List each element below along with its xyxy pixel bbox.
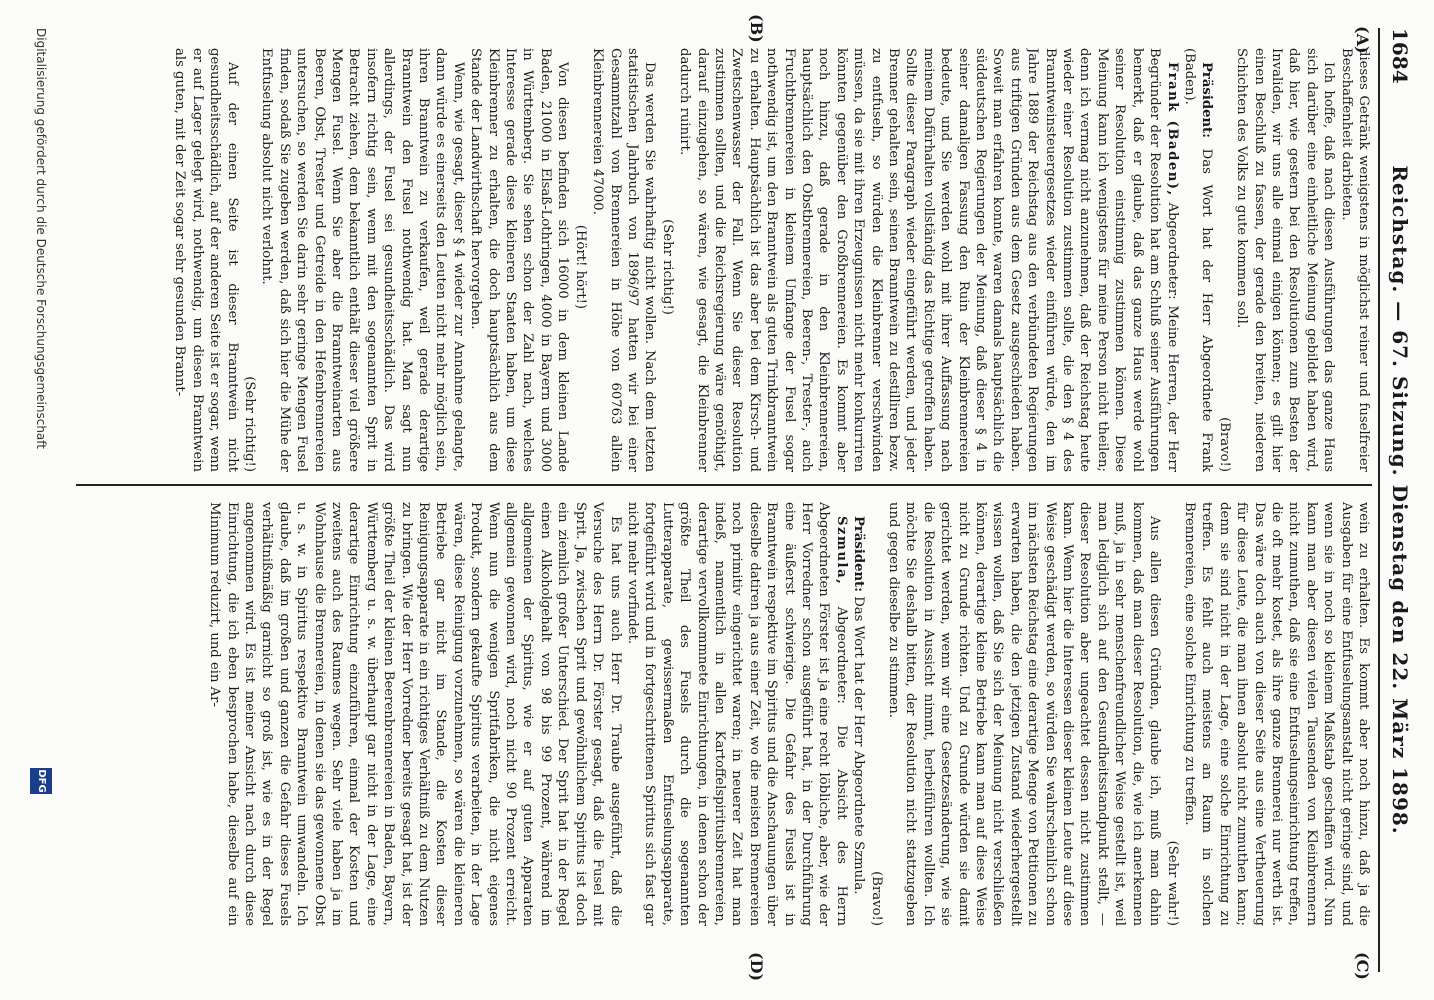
margin-marker-a: (A)	[1353, 26, 1372, 54]
dfg-logo: DFG	[30, 768, 52, 794]
column-divider	[76, 484, 1372, 486]
paragraph: Es hat uns auch Herr Dr. Traube ausgeführt, daß die Versuche des Herrn Dr. Förster gesagt, daß die Fusel mit Sprit. Ja, zwischen Sprit und gewöhnlichem Spiritus ist doch ein ziemlich großer Unterschied. Der Sprit hat in der Regel einen Alkoholgehalt von 98 bis 99 Prozent, während im allgemeinen der Spiritus, wie er auf guten Apparaten allgemein gewonnen wird, noch nicht 90 Prozent erreicht. Wenn nun die wenigen Spritfabriken, die nicht eigenes Produkt, sondern gekaufte Spiritus verarbeiten, in der Lage wären, diese Reinigung vorzunehmen, so wären die kleineren Betriebe gar nicht im Stande, die Kosten dieser Reinigungsapparate in ein richtiges Verhältniß zu dem Nutzen zu bringen. Wie der Herr Vorredner bereits gesagt hat, ist der größte Theil der kleinen Beerenbrennereien in Baden, Bayern, Württemberg u. s. w. überhaupt gar nicht in der Lage, eine derartige Einrichtung einzuführen, einmal der Kosten und zweitens auch des Raumes wegen. Sehr viele haben ja im Wohnhause die Brennereien, in denen sie das gewonnene Obst u. s. w. in Spiritus respektive Branntwein umwandeln. Ich glaube, daß im großen und ganzen die Gefahr dieses Fusels verhältnißmäßig garnicht so groß ist, wie es in der Regel angenommen wird. Es ist meiner Ansicht nach durch diese Einrichtung, die ich eben besprochen habe, dieselbe auf ein Minimum reduzirt, und ein Ar-	[207, 502, 623, 926]
paragraph-text: Das Wort hat der Herr Abgeordnete Frank (Baden).	[1181, 48, 1215, 472]
margin-marker-b: (B)	[747, 14, 766, 43]
paragraph: Wenn, wie gesagt, dieser § 4 wieder zur Annahme gelangte, dann würde es einerseits den Leuten nicht mehr möglich sein, ihren Branntwein zu verkaufen, weil gerade derartige Branntwein den Fusel nothwendig hat. Man sagt nun allerdings, der Fusel sei gesundheitsschädlich. Das wird insofern richtig sein, wenn mit den sogenannten Sprit in Betracht ziehen, dem bekanntlich enthält dieser viel größere Mengen Fusel. Wenn Sie aber die Branntweinarten aus Beeren, Obst, Trester und Getreide in den Hefenbrennereien untersuchen, so werden Sie darin sehr geringe Mengen Fusel finden, sodaß Sie zugeben werden, daß sich hier die Mühe der Entfuselung absolut nicht verlohnt.	[259, 48, 466, 472]
speaker-paragraph	[850, 502, 867, 926]
paragraph-text: Das Wort hat der Herr Abgeordnete Szmula.	[851, 592, 867, 895]
speaker-paragraph	[676, 48, 1181, 472]
interjection: (Sehr richtig!)	[242, 376, 257, 472]
interjection: (Bravo!)	[868, 871, 884, 926]
page-header	[1378, 28, 1416, 972]
paragraph: wein zu erhalten. Es kommt aber noch hinzu, daß ja die Ausgaben für eine Entfuselungsanstalt nicht geringe sind, und wenn sie in noch so kleinem Maßstab geschaffen wird. Nun kann man aber diesen vielen Tausenden von Kleinbrennern nicht zumuthen, daß sie eine Entfuselungseinrichtung treffen, die oft mehr kostet, als ihre ganze Brennerei nur werth ist. Das wäre doch auch von dieser Seite aus eine Vertheuerung für diese Leute, die man ihnen absolut nicht zumuthen kann; denn sie sind nicht in der Lage, eine solche Einrichtung zu treffen. Es fehlt auch meistens an Raum in solchen Brennereien, eine solche Einrichtung zu treffen.	[1181, 502, 1371, 926]
funding-note: Digitalisierung gefördert durch die Deutsche Forschungsgemeinschaft	[34, 28, 48, 450]
interjection: (Sehr wahr!)	[1164, 840, 1180, 926]
margin-marker-d: (D)	[747, 952, 766, 982]
speaker-paragraph	[1181, 48, 1216, 472]
digitization-footer	[24, 28, 54, 972]
speaker-name: Präsident:	[851, 516, 867, 593]
speaker-name: Frank (Baden),	[1164, 62, 1180, 197]
paragraph: Aus allen diesen Gründen, glaube ich, muß man dahin kommen, daß man dieser Resolution, die, wie ich anerkennen muß, ja in sehr menschenfreundlicher Weise gestellt ist, weil man lediglich sich auf den Gesundheitsstandpunkt stellt, — dieser Resolution aber ungeachtet dessen nicht zustimmen kann. Wenn hier die Interessen dieser kleinen Leute auf diese Weise geschädigt werden, so würden Sie wahrscheinlich schon im nächsten Reichstag eine derartige Menge von Petitionen zu erwarten haben, die den jetzigen Zustand wiederhergestellt wissen wollen, daß Sie sich der Meinung nicht verschließen können, derartige kleine Betriebe kann man auf diese Weise nicht zu Grunde richten. Und zu Grunde würden sie damit gerichtet werden, wenn wir eine Gesetzesänderung, wie sie die Resolution in Aussicht nimmt, herbeiführen wollten. Ich möchte Sie deshalb bitten, der Resolution nicht stattzugeben und gegen dieselbe zu stimmen.	[886, 502, 1163, 926]
paragraph-text: Abgeordneter: Meine Herren, der Herr Begründer der Resolution hat am Schluß seiner Ausführungen bemerkt, daß er glaube, daß das ganze Haus werde wohl seiner Resolution einstimmig zustimmen können. Diese Meinung kann ich wenigstens für meine Person nicht theilen; denn ich vermag nicht anzunehmen, daß der Reichstag heute wieder einer Resolution zustimmen sollte, die den § 4 des Branntweinsteuergesetzes wieder einführen würde, den im Jahre 1889 der Reichstag aus den verbündeten Regierungen aus triftigen Gründen aus dem Gesetz ausgeschieden haben. Soweit man erfahren konnte, waren damals hauptsächlich die süddeutschen Regierungen der Meinung, daß dieser § 4 in seiner damaligen Fassung den Ruin der Kleinbrennereien bedeute, und Sie werden wohl mit ihrer Auffassung nach meinem Dafürhalten vollständig das Richtige getroffen haben. Sollte dieser Paragraph wieder eingeführt werden, und jeder Brenner gehalten sein, seinen Branntwein zu destilliren bezw. zu entfuseln, so würden die Kleinbrenner verschwinden müssen, da sie mit ihren Erzeugnissen nicht mehr konkurriren könnten gegenüber den Großbrennereien. Es kommt aber noch hinzu, daß gerade in den Kleinbrennereien, hauptsächlich den Obstbrennereien, Beeren-, Trester-, auch Fruchtbrennereien in kleinem Umfange der Fusel sogar nothwendig ist, um den Branntwein als guten Trinkbranntwein zu erhalten. Hauptsächlich ist das aber bei dem Kirsch- und Zwetschenwasser der Fall. Wenn Sie dieser Resolution zustimmen sollten, und die Reichsregierung wäre genöthigt, darauf einzugehen, so wären, wie gesagt, die Kleinbrenner dadurch ruinirt.	[677, 48, 1180, 472]
left-column	[72, 48, 1372, 472]
interjection: (Bravo!)	[1216, 417, 1232, 472]
paragraph: Ich hoffe, daß nach diesen Ausführungen das ganze Haus sich darüber eine einheitliche Meinung gebildet haben wird, daß hier, wie gestern bei den Resolutionen zum Besten der Invaliden, wir uns alle einmal einigen können; es gilt hier einen Beschluß zu fassen, der gerade den breiten, niederen Schichten des Volks zu gute kommen soll.	[1234, 48, 1337, 472]
paragraph: Das werden Sie wahrhaftig nicht wollen. Nach dem letzten statistischen Jahrbuch von 1896/97 hatten wir bei einer Gesammtzahl von Brennereien in Höhe von 60763 allein Kleinbrennereien 47000.	[590, 48, 658, 472]
paragraph: dieses Getränk wenigstens in möglichst reiner und fuselfreier Beschaffenheit darbieten.	[1338, 48, 1371, 472]
speaker-paragraph	[624, 502, 850, 926]
paragraph: Von diesen befinden sich 16000 in dem kleinen Lande Baden, 21000 in Elsaß-Lothringen, 4000 in Bayern und 3000 in Württemberg. Sie sehen schon der Zahl nach, welches Interesse gerade diese kleineren Staaten haben, um diese Kleinbrenner zu erhalten, die doch hauptsächlich aus dem Stande der Landwirthschaft hervorgehen.	[468, 48, 571, 472]
right-column	[72, 502, 1372, 926]
page-number: 1684	[1388, 28, 1412, 84]
margin-marker-c: (C)	[1353, 952, 1372, 980]
speaker-name: Präsident:	[1199, 62, 1215, 139]
interjection: (Sehr richtig!)	[659, 219, 675, 315]
paragraph: Auf der einen Seite ist dieser Branntwein nicht gesundheitsschädlich, auf der anderen Seite ist er sogar, wenn er auf Lager gelegt wird, nothwendig, um diesen Branntwein als guten, mit der Zeit sogar sehr gesunden Brannt-	[172, 48, 240, 472]
paragraph-text: Abgeordneter: Die Absicht des Herrn Abgeordneten Förster ist ja eine recht löbliche, aber, wie der Herr Vorredner schon ausgeführt hat, in der Durchführung eine äußerst schwierige. Die Gefahr des Fusels ist in Branntwein respektive im Spiritus und die Anschauungen über dieselbe datiren ja aus einer Zeit, wo die meisten Brennereien noch primitiv eingerichtet waren; in neuerer Zeit hat man indeß, namentlich in allen Kartoffelspiritusbrennereien, derartige vervollkommnete Einrichtungen, in denen schon der größte Theil des Fusels durch die sogenannten Lutterapparate, gewissermaßen Entfuselungsapparate, fortgeführt wird und in fortgeschrittenen Spiritus sich fast gar nicht mehr vorfindet.	[624, 502, 849, 926]
interjection: (Hört! hört!)	[572, 224, 588, 310]
running-title: Reichstag. — 67. Sitzung. Dienstag den 22. März 1898.	[1388, 165, 1412, 835]
speaker-name: Szmula,	[833, 516, 849, 586]
